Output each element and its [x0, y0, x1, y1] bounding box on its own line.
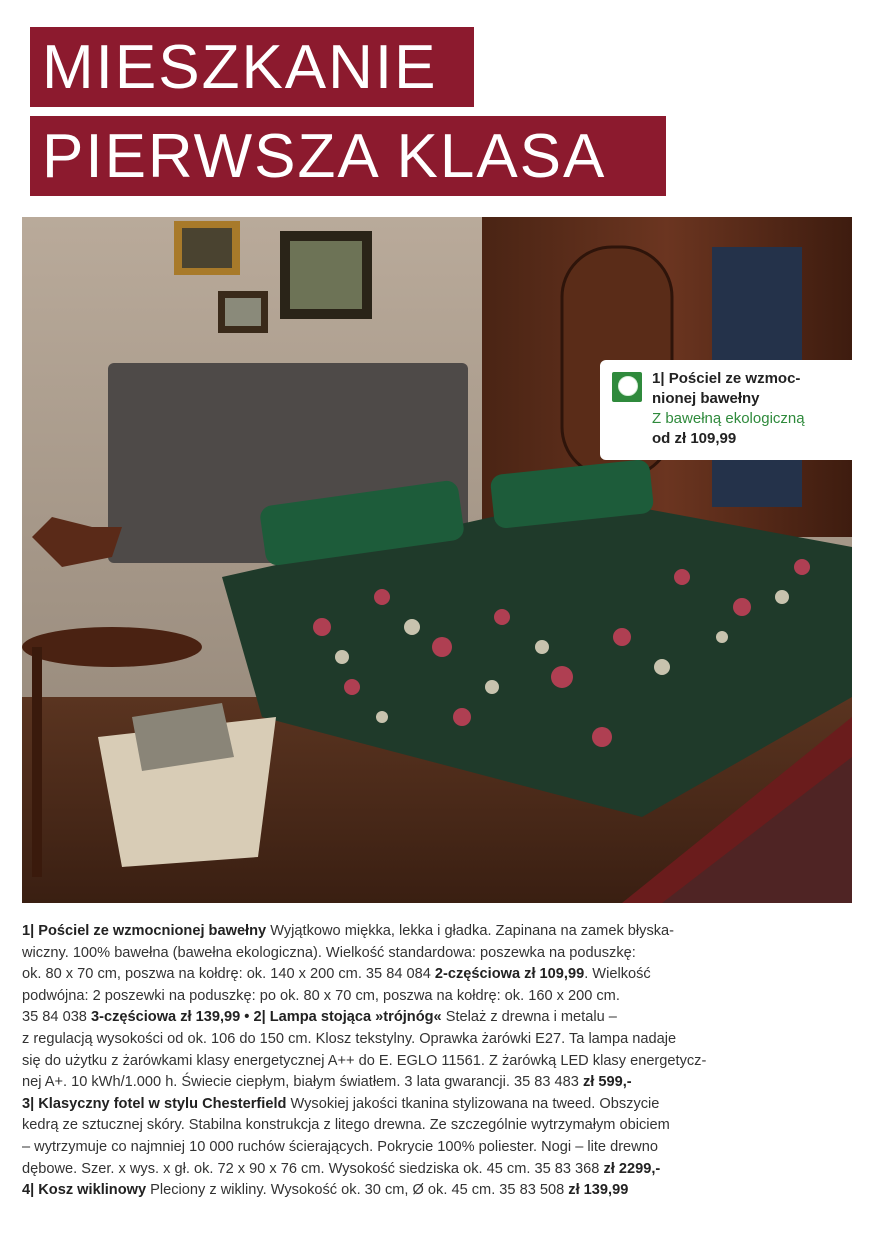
- description-bold-segment: 2-częściowa zł 109,99: [434, 966, 585, 983]
- description-bold-segment: 3-częściowa zł 139,99 • 2| Lampa stojąca »trójnóg«: [90, 1009, 442, 1026]
- description-line: [22, 943, 852, 965]
- description-line: [22, 1072, 852, 1094]
- description-segment: Pleciony z wikliny. Wysokość ok. 30 cm, Ø ok. 45 cm. 35 83 508: [146, 1182, 569, 1199]
- headline-line-1: MIESZKANIE: [30, 27, 474, 107]
- description-line: [22, 1180, 852, 1202]
- description-line: [22, 1051, 852, 1073]
- description-segment: nej A+. 10 kWh/1.000 h. Świecie ciepłym, białym światłem. 3 lata gwarancji. 35 83 483: [22, 1074, 583, 1091]
- callout-title-line-2: nionej bawełny: [652, 390, 760, 407]
- description-segment: Wyjątkowo miękka, lekka i gładka. Zapinana na zamek błyska-: [266, 923, 675, 939]
- description-bold-segment: zł 2299,-: [603, 1160, 661, 1177]
- description-bold-segment: 4| Kosz wiklinowy: [22, 1182, 147, 1199]
- description-line: [22, 986, 852, 1008]
- bedroom-photo: [22, 217, 852, 903]
- description-segment: ok. 80 x 70 cm, poszwa na kołdrę: ok. 140 x 200 cm. 35 84 084: [22, 966, 435, 983]
- description-line: [22, 921, 852, 943]
- description-bold-segment: zł 599,-: [582, 1074, 632, 1091]
- description-segment: kedrą ze sztucznej skóry. Stabilna konstrukcja z litego drewna. Ze szczególnie wytrzymałym obiciem: [22, 1117, 670, 1134]
- description-line: [22, 964, 852, 986]
- description-segment: 35 84 038: [22, 1009, 91, 1026]
- description-line: [22, 1007, 852, 1029]
- description-bold-segment: 1| Pościel ze wzmocnionej bawełny: [22, 923, 267, 939]
- description-bold-segment: zł 139,99: [568, 1182, 629, 1199]
- description-line: [22, 1115, 852, 1137]
- product-callout: [600, 360, 852, 460]
- description-line: [22, 1137, 852, 1159]
- description-segment: się do użytku z żarówkami klasy energetycznej A++ do E. EGLO 11561. Z żarówką LED klasy energetycz-: [22, 1052, 707, 1069]
- headline-line-2: PIERWSZA KLASA: [30, 116, 666, 196]
- description-segment: podwójna: 2 poszewki na poduszkę: po ok. 80 x 70 cm, poszwa na kołdrę: ok. 160 x 200 cm.: [22, 987, 620, 1004]
- eco-globe-icon: GOOD EARTH: [612, 372, 642, 402]
- callout-title: 1| Pościel ze wzmoc-: [652, 370, 801, 387]
- description-segment: . Wielkość: [584, 966, 651, 983]
- description-line: [22, 1094, 852, 1116]
- description-bold-segment: 3| Klasyczny fotel w stylu Chesterfield: [22, 1095, 287, 1112]
- description-segment: z regulacją wysokości od ok. 106 do 150 cm. Klosz tekstylny. Oprawka żarówki E27. Ta lampa nadaje: [22, 1030, 677, 1047]
- description-segment: Stelaż z drewna i metalu –: [441, 1009, 617, 1026]
- description-segment: dębowe. Szer. x wys. x gł. ok. 72 x 90 x 76 cm. Wysokość siedziska ok. 45 cm. 35 83 368: [22, 1160, 604, 1177]
- product-description: [22, 921, 852, 1202]
- description-segment: Wysokiej jakości tkanina stylizowana na tweed. Obszycie: [286, 1095, 660, 1112]
- callout-price: od zł 109,99: [652, 430, 737, 447]
- description-line: [22, 1159, 852, 1181]
- description-segment: wiczny. 100% bawełna (bawełna ekologiczna). Wielkość standardowa: poszewka na poduszkę:: [22, 944, 636, 961]
- description-segment: – wytrzymuje co najmniej 10 000 ruchów ścierających. Pokrycie 100% poliester. Nogi – lite drewno: [22, 1138, 658, 1155]
- description-line: [22, 1029, 852, 1051]
- callout-subtitle: Z bawełną ekologiczną: [652, 410, 805, 427]
